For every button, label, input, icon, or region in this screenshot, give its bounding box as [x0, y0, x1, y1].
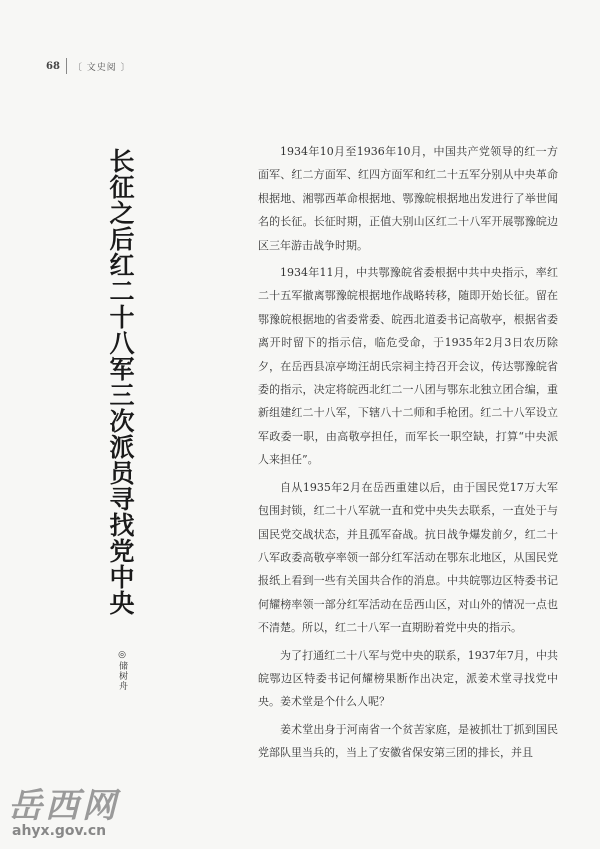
- watermark-url: ahyx.gov.cn: [12, 823, 107, 839]
- paragraph: 1934年11月，中共鄂豫皖省委根据中共中央指示，率红二十五军撤离鄂豫皖根据地作战略转移，随即开始长征。留在鄂豫皖根据地的省委常委、皖西北道委书记高敬亭，根据省委离开时留下的指示信，临危受命，于1935年2月3日农历除夕，在岳西县凉亭坳汪胡氏宗祠主持召开会议，传达鄂豫皖省委的指示，决定将皖西北红二一八团与鄂东北独立团合编，重新组建红二十八军，下辖八十二师和手枪团。红二十八军设立军政委一职，由高敬亭担任，而军长一职空缺，打算“中央派人来担任”。: [258, 266, 558, 467]
- paragraph: 自从1935年2月在岳西重建以后，由于国民党17万大军包围封锁，红二十八军就一直和党中央失去联系，一直处于与国民党交战状态，并且孤军奋战。抗日战争爆发前夕，红二十八军政委高敬亭率领一部分红军活动在鄂东北地区，从国民党报纸上看到一些有关国共合作的消息。中共皖鄂边区特委书记何耀榜率领一部分红军活动在岳西山区，对山外的情况一点也不清楚。所以，红二十八军一直期盼着党中央的指示。: [258, 480, 558, 635]
- section-label: 〔 文史阅 〕: [72, 62, 131, 73]
- watermark-logo: 岳西网: [8, 786, 119, 826]
- site-watermark: [8, 778, 119, 839]
- paragraph: 为了打通红二十八军与党中央的联系，1937年7月，中共皖鄂边区特委书记何耀榜果断作出决定，派姜术堂寻找党中央。姜术堂是个什么人呢？: [258, 648, 558, 709]
- article-body: [258, 140, 558, 769]
- header-divider: [66, 58, 67, 74]
- article-author: ◎储树舟: [117, 650, 127, 691]
- paragraph: 1934年10月至1936年10月，中国共产党领导的红一方面军、红二方面军、红四方面军和红二十五军分别从中央革命根据地、湘鄂西革命根据地、鄂豫皖根据地出发进行了举世闻名的长征。长征时期，正值大别山区红二十八军开展鄂豫皖边区三年游击战争时期。: [258, 145, 558, 252]
- paragraph: 姜术堂出身于河南省一个贫苦家庭，是被抓壮丁抓到国民党部队里当兵的，当上了安徽省保安第三团的排长，并且: [258, 722, 558, 760]
- page-header: [46, 58, 131, 74]
- article-title: 长征之后红二十八军三次派员寻找党中央: [106, 148, 135, 616]
- page-number: 68: [46, 60, 60, 72]
